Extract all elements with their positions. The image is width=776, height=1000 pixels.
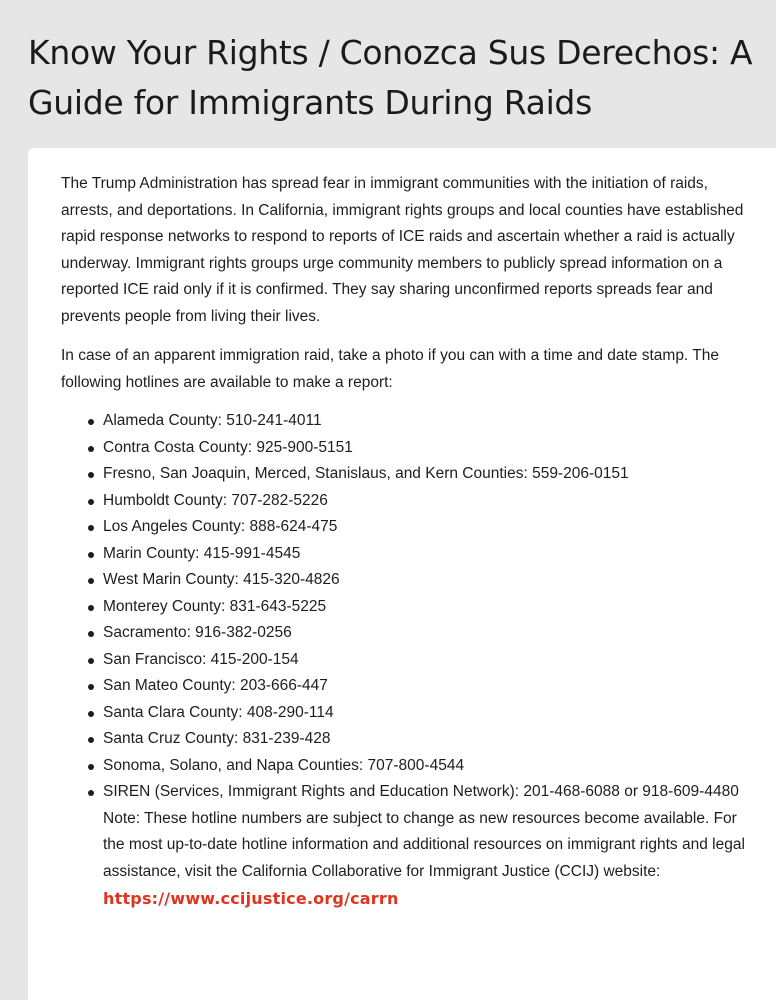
hotline-item-santa-clara: Santa Clara County: 408-290-114	[103, 700, 761, 727]
hotline-item-monterey: Monterey County: 831-643-5225	[103, 594, 761, 621]
siren-hotline-text: SIREN (Services, Immigrant Rights and Education Network): 201-468-6088 or 918-609-4480	[103, 783, 739, 800]
hotline-item-sacramento: Sacramento: 916-382-0256	[103, 620, 761, 647]
hotline-item-alameda: Alameda County: 510-241-4011	[103, 408, 761, 435]
hotline-item-fresno-region: Fresno, San Joaquin, Merced, Stanislaus, and Kern Counties: 559-206-0151	[103, 461, 761, 488]
ccij-link[interactable]: https://www.ccijustice.org/carrn	[103, 889, 399, 908]
hotline-item-contra-costa: Contra Costa County: 925-900-5151	[103, 435, 761, 462]
article-body	[61, 171, 761, 913]
hotline-item-san-francisco: San Francisco: 415-200-154	[103, 647, 761, 674]
intro-paragraph: The Trump Administration has spread fear in immigrant communities with the initiation of raids, arrests, and deportations. In California, immigrant rights groups and local counties have established rapid response networks to respond to reports of ICE raids and ascertain whether a raid is actually underway. Immigrant rights groups urge community members to publicly spread information on a reported ICE raid only if it is confirmed. They say sharing unconfirmed reports spreads fear and prevents people from living their lives.	[61, 175, 744, 325]
hotline-item-san-mateo: San Mateo County: 203-666-447	[103, 673, 761, 700]
instructions-paragraph: In case of an apparent immigration raid, take a photo if you can with a time and date stamp. The following hotlines are available to make a report:	[61, 347, 719, 391]
hotline-item-siren	[103, 779, 761, 913]
page-title: Know Your Rights / Conozca Sus Derechos: A Guide for Immigrants During Raids	[28, 33, 753, 122]
hotline-item-los-angeles: Los Angeles County: 888-624-475	[103, 514, 761, 541]
hotline-item-santa-cruz: Santa Cruz County: 831-239-428	[103, 726, 761, 753]
hotline-list	[61, 408, 761, 913]
hotline-item-marin: Marin County: 415-991-4545	[103, 541, 761, 568]
hotline-item-sonoma-region: Sonoma, Solano, and Napa Counties: 707-800-4544	[103, 753, 761, 780]
hotline-item-west-marin: West Marin County: 415-320-4826	[103, 567, 761, 594]
article-card	[28, 148, 776, 1000]
hotline-item-humboldt: Humboldt County: 707-282-5226	[103, 488, 761, 515]
hotline-note: Note: These hotline numbers are subject to change as new resources become available. For the most up-to-date hotline information and additional resources on immigrant rights and legal assistance, visit the California Collaborative for Immigrant Justice (CCIJ) website:	[103, 809, 745, 880]
